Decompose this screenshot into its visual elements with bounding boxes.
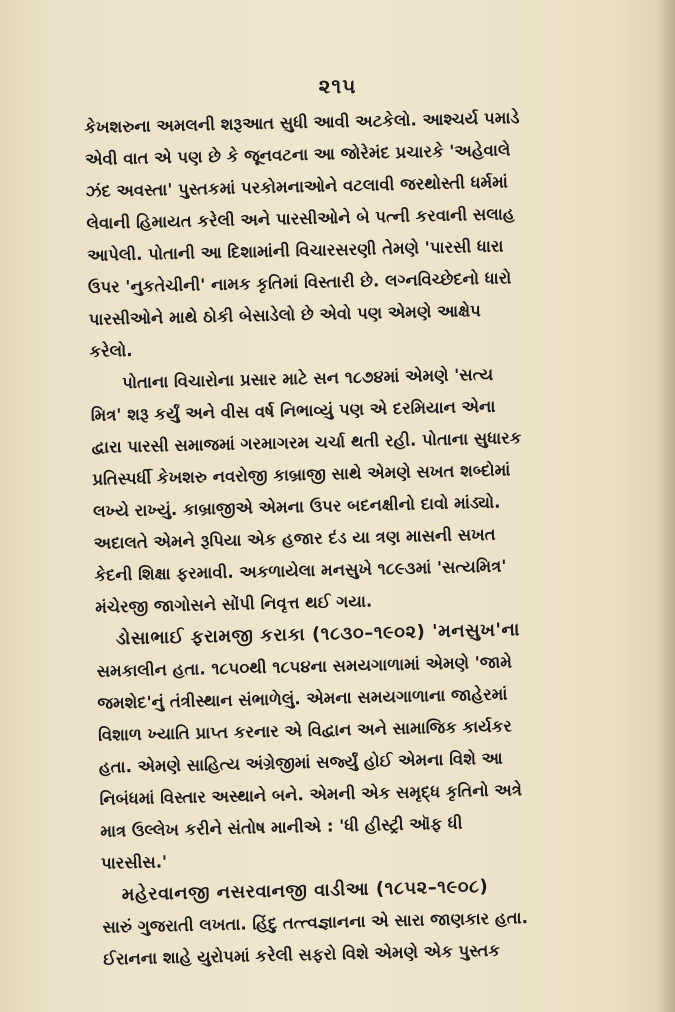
text-line: પારસીસ.' xyxy=(100,852,168,873)
text-line: દ્વારા પારસી સમાજમાં ગરમાગરમ ચર્ચા થતી રહી. પોતાના સુધારક xyxy=(91,428,522,457)
text-line: પારસીઓને માથે ઠોકી બેસાડેલો છે એવો પણ એમણે આક્ષેપ xyxy=(88,301,481,329)
text-line: આપેલી. પોતાની આ દિશામાંની વિચારસરણી તેમણે 'પારસી ધારા xyxy=(87,236,504,265)
text-line: નિબંધમાં વિસ્તાર અસ્થાને બને. એમની એક સમૃદ્ધ કૃતિનો અત્રે xyxy=(99,780,523,809)
text-line: ઈરાનના શાહે યુરોપમાં કરેલી સફરો વિશે એમણે એક પુસ્તક xyxy=(103,940,501,969)
page-number: ૨૧૫ xyxy=(318,74,357,98)
text-line: પ્રતિસ્પર્ધી કેખશરુ નવરોજી કાબ્રાજી સાથે એમણે સખત શબ્દોમાં xyxy=(92,460,511,489)
text-line: મિત્ર' શરૂ કર્યું અને વીસ વર્ષ નિભાવ્યું પણ એ દરમિયાન એના xyxy=(90,396,496,425)
text-line: કેખશરુના અમલની શરૂઆત સુધી આવી અટકેલો. આશ્ચર્ય પમાડે xyxy=(84,108,520,137)
text-line: મંચેરજી જાગોસને સોંપી નિવૃત્ત થઈ ગયા. xyxy=(95,591,373,617)
text-line: હતા. એમણે સાહિત્ય અંગ્રેજીમાં સર્જ્યું હોઈ એમના વિશે આ xyxy=(98,748,503,777)
text-line: લખ્યે રાખ્યું. કાબ્રાજીએ એમના ઉપર બદનક્ષીનો દાવો માંડ્યો. xyxy=(92,492,501,521)
text-line: કરેલો. xyxy=(89,340,133,361)
text-line: સારું ગુજરાતી લખતા. હિંદુ તત્ત્વજ્ઞાનના એ સારા જાણકાર હતા. xyxy=(102,908,529,937)
text-line: અદાલતે એમને રૂપિયા એક હજાર દંડ યા ત્રણ માસની સખત xyxy=(93,524,496,553)
text-line: સમકાલીન હતા. ૧૮૫૦થી ૧૮૫૪ના સમયગાળામાં એમણે 'જામે xyxy=(96,652,513,681)
text-line: કેદની શિક્ષા ફરમાવી. અકળાયેલા મનસુખે ૧૮૯૩માં 'સત્યમિત્ર' xyxy=(94,556,507,585)
section-heading: ડોસાભાઈ ફરામજી કરાકા (૧૮૩૦–૧૯૦૨) 'મનસુખ'ના xyxy=(115,619,521,650)
page-edge-shadow xyxy=(657,0,675,1012)
text-line: ઝંદ અવસ્તા' પુસ્તકમાં પરકોમનાઓને વટલાવી જરથોસ્તી ધર્મમાં xyxy=(85,172,509,201)
section-heading: મહેરવાનજી નસરવાનજી વાડીઆ (૧૮૫૨–૧૯૦૮) xyxy=(121,876,489,906)
body-text xyxy=(84,100,643,976)
text-line: ઉપર 'નુકતેચીની' નામક કૃતિમાં વિસ્તારી છે. લગ્નવિચ્છેદનો ધારો xyxy=(87,268,512,297)
text-line: લેવાની હિમાયત કરેલી અને પારસીઓને બે પત્ની કરવાની સલાહ xyxy=(86,204,515,233)
paragraph-start: પોતાના વિચારોના પ્રસાર માટે સન ૧૮૭૪માં એમણે 'સત્ય xyxy=(121,364,494,393)
text-line: માત્ર ઉલ્લેખ કરીને સંતોષ માનીએ : 'ધી હીસ્ટ્રી ઑફ ધી xyxy=(100,813,463,841)
text-line: એવી વાત એ પણ છે કે જૂનવટના આ જોરેમંદ પ્રચારકે 'અહેવાલે xyxy=(84,140,511,169)
text-line: વિશાળ ખ્યાતિ પ્રાપ્ત કરનાર એ વિદ્વાન અને સામાજિક કાર્યકર xyxy=(97,716,513,745)
text-line: જમશેદ'નું તંત્રીસ્થાન સંભાળેલું. એમના સમયગાળાના જાહેરમાં xyxy=(97,684,508,713)
